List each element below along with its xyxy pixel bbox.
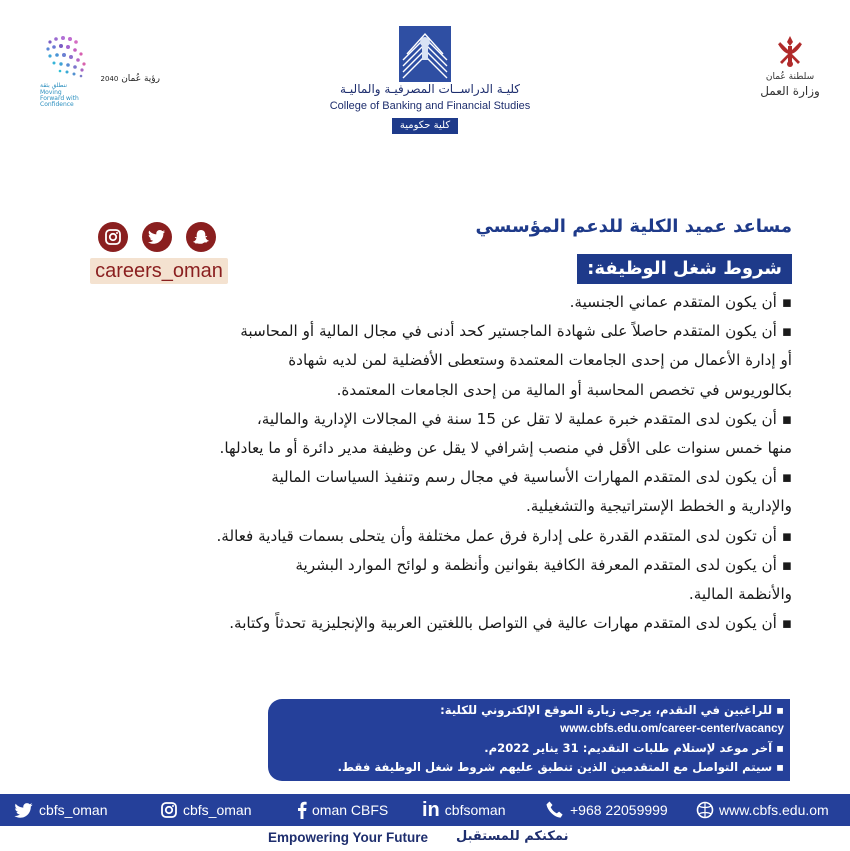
requirement-line: منها خمس سنوات على الأقل في منصب إشرافي لا يقل عن وظيفة مدير دائرة أو ما يعادلها. [219,439,792,458]
requirement-line: بكالوريوس في تخصص المحاسبة أو المالية من إحدى الجامعات المعتمدة. [336,380,792,399]
requirement-line: ▪ أن يكون لدى المتقدم خبرة عملية لا تقل عن 15 سنة في المجالات الإدارية والمالية، [256,409,792,428]
facebook-icon [297,801,307,819]
requirement-line: والأنظمة المالية. [688,585,792,604]
info-apply-instruction: ▪ للراغبين في التقدم، يرجى زيارة الموقع الإلكتروني للكلية: [440,703,784,717]
requirement-line: ▪ أن يكون المتقدم حاصلاً على شهادة الماجستير كحد أدنى في مجال المالية أو المحاسبة [240,322,792,341]
job-title: مساعد عميد الكلية للدعم المؤسسي [475,216,792,237]
footer-facebook[interactable] [297,794,388,826]
ministry-of-labour-logo [760,34,820,104]
instagram-icon[interactable] [98,222,128,252]
oman-vision-logo [40,34,160,108]
vision-title: رؤية عُمان 2040 [100,74,160,84]
requirement-line: والإدارية و الخطط الإستراتيجية والتشغيلية. [525,497,792,516]
government-college-badge: كلية حكومية [392,118,458,134]
vision-subtitle-ar: ننطلق بثقة [40,82,68,89]
college-logo [320,26,540,136]
instagram-icon [160,801,178,819]
requirement-line: ▪ أن يكون لدى المتقدم المهارات الأساسية في مجال رسم وتنفيذ السياسات المالية [271,468,792,487]
application-info-panel [268,699,790,781]
footer-twitter-label: cbfs_oman [39,802,108,818]
requirement-line: ▪ أن تكون لدى المتقدم القدرة على إدارة فرق عمل مختلفة وأن يتحلى بسمات قيادية فعالة. [216,526,792,545]
info-deadline: ▪ آخر موعد لإستلام طلبات التقديم: 31 يناير 2022م. [484,741,784,755]
footer-phone[interactable] [545,794,668,826]
college-name-english: College of Banking and Financial Studies [329,100,531,112]
footer-linkedin[interactable] [422,794,505,826]
tagline-english: Empowering Your Future [268,830,429,845]
vacancy-link[interactable]: www.cbfs.edu.om/career-center/vacancy [560,722,784,735]
tagline-arabic: نمكنكم للمستقبل [456,829,569,844]
footer-website[interactable] [696,794,829,826]
college-name-arabic: كليـة الدراســات المصرفيـة والماليـة [339,82,521,96]
vision-subtitle-en: Moving Forward with Confidence [40,89,79,108]
footer-facebook-label: oman CBFS [312,802,389,818]
linkedin-icon: in [422,798,440,821]
footer-website-label: www.cbfs.edu.om [719,802,829,818]
ministry-country-name: سلطنة عُمان [765,72,815,82]
careers-social-box [90,222,228,284]
twitter-icon [14,802,34,819]
footer-instagram-label: cbfs_oman [183,802,252,818]
phone-icon [545,800,565,820]
requirements-heading: شروط شغل الوظيفة: [577,254,792,284]
twitter-icon[interactable] [142,222,172,252]
requirement-line: ▪ أن يكون المتقدم عماني الجنسية. [569,293,792,311]
college-emblem-icon [399,26,451,82]
requirements-list [52,288,792,638]
globe-icon [696,801,714,819]
footer-phone-label: +968 22059999 [570,802,668,818]
footer-instagram[interactable] [160,794,251,826]
footer-bar [0,794,850,826]
ministry-name: وزارة العمل [760,84,820,98]
info-contact-note: ▪ سيتم التواصل مع المتقدمين الذين تنطبق عليهم شروط شغل الوظيفة فقط. [337,760,784,774]
requirement-line: ▪ أن يكون لدى المتقدم المعرفة الكافية بقوانين وأنظمة و لوائح الموارد البشرية [295,555,792,574]
careers-handle[interactable]: careers_oman [95,260,223,282]
snapchat-icon[interactable] [186,222,216,252]
requirement-line: ▪ أن يكون لدى المتقدم مهارات عالية في التواصل باللغتين العربية والإنجليزية تحدثاً وكتابة. [229,614,792,633]
footer-linkedin-label: cbfsoman [444,802,506,818]
requirement-line: أو إدارة الأعمال من إحدى الجامعات المعتمدة وستعطى الأفضلية لمن لديه شهادة [288,351,792,370]
footer-twitter[interactable] [14,794,107,826]
oman-emblem-icon [774,34,806,70]
